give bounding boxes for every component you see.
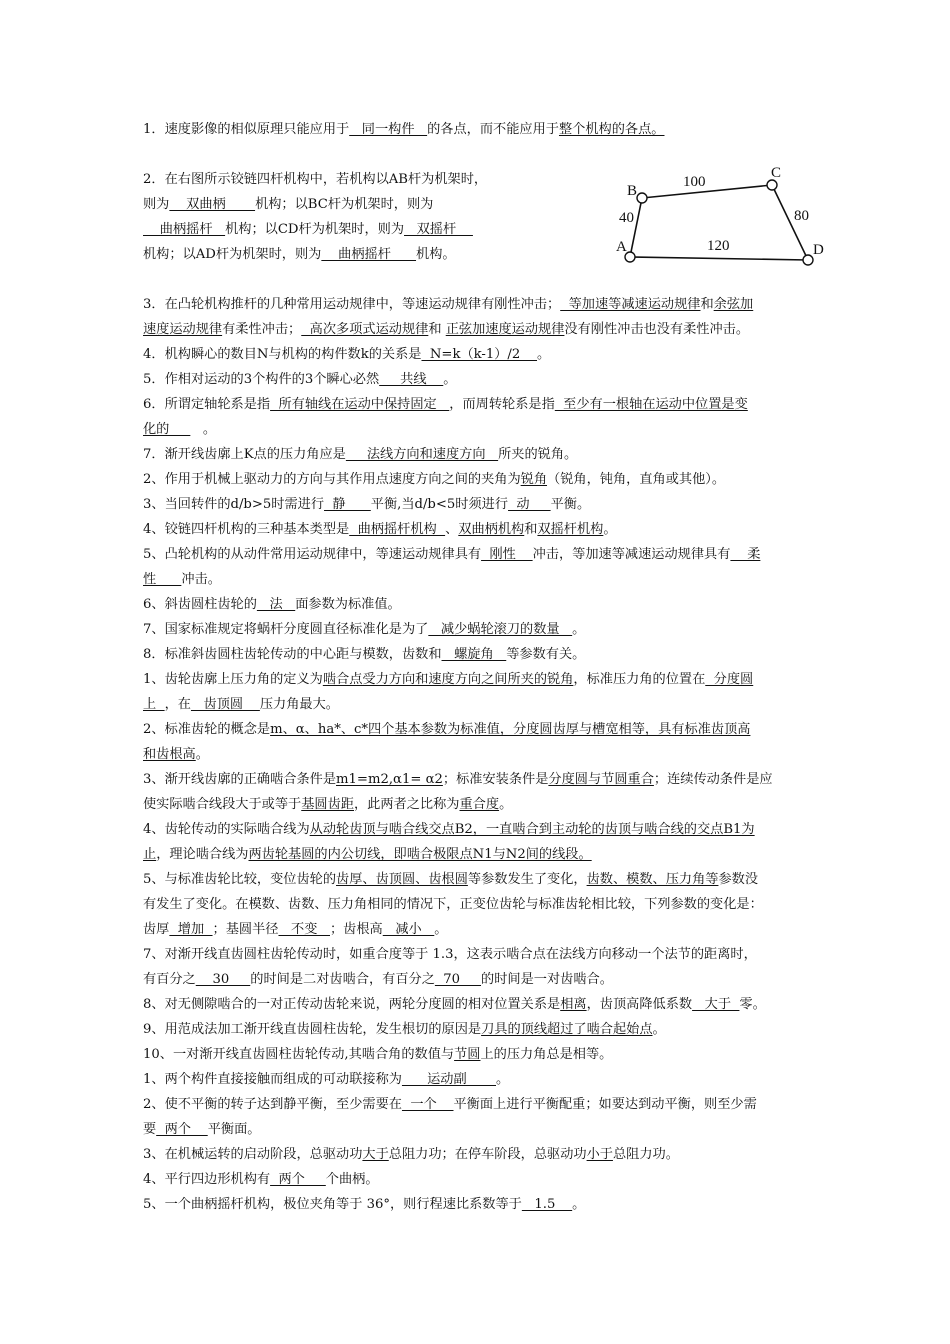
answer-blank: 静	[324, 497, 371, 512]
answer-blank: 化的	[143, 422, 191, 437]
text-line	[143, 472, 725, 488]
text-line	[143, 1097, 757, 1113]
question-text: 。	[443, 372, 457, 387]
question-text: 6．所谓定轴轮系是指	[143, 397, 271, 412]
answer-blank: 共线	[379, 372, 444, 387]
question-text: 个曲柄。	[325, 1172, 379, 1187]
question-text: 1．速度影像的相似原理只能应用于	[143, 122, 350, 137]
text-line	[143, 497, 590, 513]
answer-blank: 相离	[560, 997, 587, 1012]
text-line	[143, 1172, 379, 1188]
text-line	[143, 647, 585, 663]
question-text: 要	[143, 1122, 157, 1137]
answer-blank: 1.5	[521, 1197, 573, 1212]
question-text: ，齿顶高降低系数	[586, 997, 693, 1012]
answer-blank: 至少有一根轴在运动中位置是变	[554, 397, 748, 412]
question-text: 压力角最大。	[259, 697, 339, 712]
joint-d	[803, 255, 813, 265]
text-line	[143, 397, 748, 413]
text-line	[143, 972, 613, 988]
question-text: 机构；以CD杆为机架时，则为	[225, 222, 405, 237]
answer-blank: N=k（k-1）/2	[421, 347, 538, 362]
question-text: 。	[603, 522, 617, 537]
question-text: 。	[572, 1197, 586, 1212]
text-line	[143, 297, 753, 313]
text-line	[143, 522, 617, 538]
question-text: 3、当回转件的d/b>5时需进行	[143, 497, 325, 512]
question-text: 7、国家标准规定将蜗杆分度圆直径标准化是为了	[143, 622, 429, 637]
question-text: 平衡面。	[207, 1122, 261, 1137]
question-text: 8、对无侧隙啮合的一对正传动齿轮来说，两轮分度圆的相对位置关系是	[143, 997, 561, 1012]
text-line	[143, 847, 592, 863]
answer-blank: 等加速等减速运动规律	[560, 297, 701, 312]
text-line	[143, 697, 339, 713]
answer-blank: 整个机构的各点。	[558, 122, 665, 137]
question-text: 所夹的锐角。	[498, 447, 578, 462]
label-c: C	[771, 165, 782, 181]
question-text: 4．机构瞬心的数目N与机构的构件数k的关系是	[143, 347, 422, 362]
question-text: ，标准压力角的位置在	[573, 672, 706, 687]
question-text: 9、用范成法加工渐开线直齿圆柱齿轮，发生根切的原因是	[143, 1022, 482, 1037]
text-line	[143, 1147, 679, 1163]
answer-blank: 增加	[169, 922, 213, 937]
question-text: 6、斜齿圆柱齿轮的	[143, 597, 257, 612]
text-line	[143, 122, 664, 138]
question-text: 上的压力角总是相等。	[480, 1047, 613, 1062]
question-text: 1、两个构件直接接触而组成的可动联接称为	[143, 1072, 402, 1087]
answer-blank: 速度运动规律	[143, 322, 223, 337]
text-line	[143, 1022, 666, 1038]
answer-blank: 刚性	[481, 547, 533, 562]
answer-blank: 减少蜗轮滚刀的数量	[428, 622, 573, 637]
text-line	[143, 422, 216, 438]
question-text: ，理论啮合线为	[156, 847, 249, 862]
answer-blank: 小于	[586, 1147, 613, 1162]
answer-blank: 动	[508, 497, 551, 512]
question-text: 、	[445, 522, 459, 537]
text-line	[143, 222, 473, 238]
answer-blank: 柔	[730, 547, 761, 562]
joint-c	[767, 180, 777, 190]
question-text: 2、标准齿轮的概念是	[143, 722, 271, 737]
question-text: 有百分之	[143, 972, 196, 987]
question-text: 。	[537, 347, 551, 362]
text-line	[143, 172, 487, 188]
answer-blank: 齿数、模数、压力角等	[586, 872, 719, 887]
answer-blank: 性	[143, 572, 182, 587]
answer-blank: 基圆齿距	[301, 797, 354, 812]
answer-blank: 上	[143, 697, 165, 712]
question-text: 机构。	[416, 247, 456, 262]
text-line	[143, 672, 753, 688]
text-line	[143, 572, 221, 588]
question-text: 面参数为标准值。	[295, 597, 401, 612]
question-text: 总阻力功。	[612, 1147, 679, 1162]
question-text: 1、齿轮齿廓上压力角的定义为	[143, 672, 323, 687]
question-text: 3、在机械运转的启动阶段，总驱动功	[143, 1147, 363, 1162]
answer-blank: 余弦加	[713, 297, 754, 312]
answer-blank: 双摇杆机构	[537, 522, 604, 537]
text-line	[143, 947, 757, 963]
question-text: 的时间是二对齿啮合，有百分之	[250, 972, 435, 987]
question-text: 。	[195, 747, 209, 762]
answer-blank: 减小	[382, 922, 435, 937]
question-text: 齿厚	[143, 922, 170, 937]
question-text: 。	[496, 1072, 510, 1087]
question-text: 4、铰链四杆机构的三种基本类型是	[143, 522, 350, 537]
length-ad: 120	[707, 238, 730, 254]
length-cd: 80	[794, 208, 809, 224]
label-d: D	[813, 242, 824, 258]
question-text: 和	[524, 522, 538, 537]
question-text: 5、与标准齿轮比较，变位齿轮的	[143, 872, 337, 887]
length-bc: 100	[683, 174, 706, 190]
question-text: 的各点，而不能应用于	[427, 122, 559, 137]
question-text: ，在	[164, 697, 191, 712]
text-line	[143, 597, 401, 613]
question-text: 5、凸轮机构的从动件常用运动规律中，等速运动规律具有	[143, 547, 482, 562]
text-line	[143, 1047, 612, 1063]
question-text: 3、渐开线齿廓的正确啮合条件是	[143, 772, 337, 787]
answer-blank: m1=m2,α1= α2	[336, 772, 443, 787]
text-line	[143, 722, 750, 738]
question-text: ；基圆半径	[212, 922, 279, 937]
question-text: 2、作用于机械上驱动力的方向与其作用点速度方向之间的夹角为	[143, 472, 521, 487]
answer-blank: 曲柄摇杆	[143, 222, 226, 237]
text-line	[143, 447, 577, 463]
question-text: 平衡。	[550, 497, 591, 512]
question-text: 10、一对渐开线直齿圆柱齿轮传动,其啮合角的数值与	[143, 1047, 455, 1062]
answer-blank: 70	[434, 972, 482, 987]
answer-blank: m、α、ha*、c*四个基本参数为标准值，分度圆齿厚与槽宽相等，具有标准齿顶高	[270, 722, 751, 737]
text-line	[143, 1197, 585, 1213]
question-text: 等参数有关。	[506, 647, 586, 662]
question-text: 2．在右图所示铰链四杆机构中，若机构以AB杆为机架时，	[143, 172, 488, 187]
question-text: ；齿根高	[330, 922, 383, 937]
question-text: 和	[428, 322, 446, 337]
question-text: 5．作相对运动的3个构件的3个瞬心必然	[143, 372, 380, 387]
answer-blank: 大于	[362, 1147, 389, 1162]
answer-blank: 两齿轮基圆的内公切线，即啮合极限点N1与N2间的线段。	[248, 847, 592, 862]
answer-blank: 不变	[278, 922, 330, 937]
question-text: 8．标准斜齿圆柱齿轮传动的中心距与模数，齿数和	[143, 647, 442, 662]
question-text: 等参数发生了变化，	[467, 872, 587, 887]
answer-blank: 同一构件	[349, 122, 428, 137]
four-bar-linkage-diagram	[610, 160, 850, 275]
question-text: 则为	[143, 197, 170, 212]
question-text: 总阻力功；在停车阶段，总驱动功	[388, 1147, 587, 1162]
question-text: （锐角，钝角，直角或其他）。	[547, 472, 726, 487]
text-line	[143, 372, 456, 388]
length-ab: 40	[619, 210, 634, 226]
question-text: 。	[434, 922, 448, 937]
answer-blank: 曲柄摇杆机构	[349, 522, 446, 537]
joint-b	[637, 193, 647, 203]
question-text: 机构；以AD杆为机架时，则为	[143, 247, 322, 262]
question-text: 。	[499, 797, 513, 812]
question-text: 。	[190, 422, 217, 437]
question-text: 和	[700, 297, 714, 312]
answer-blank: 30	[195, 972, 251, 987]
text-line	[143, 1072, 509, 1088]
question-text: 使实际啮合线段大于或等于	[143, 797, 302, 812]
question-text: 零。	[739, 997, 766, 1012]
answer-blank: 节圆	[454, 1047, 481, 1062]
question-text: ，而周转轮系是指	[449, 397, 555, 412]
answer-blank: 一个	[401, 1097, 454, 1112]
text-line	[143, 922, 447, 938]
question-text: 4、齿轮传动的实际啮合线为	[143, 822, 310, 837]
answer-blank: 高次多项式运动规律	[301, 322, 429, 337]
question-text: 4、平行四边形机构有	[143, 1172, 271, 1187]
question-text: 没有刚性冲击也没有柔性冲击。	[564, 322, 750, 337]
question-text: ；连续传动条件是应	[653, 772, 773, 787]
answer-blank: 大于	[692, 997, 740, 1012]
text-line	[143, 547, 760, 563]
label-b: B	[627, 183, 638, 199]
answer-blank: 曲柄摇杆	[321, 247, 417, 262]
text-line	[143, 822, 755, 838]
question-text: 5、一个曲柄摇杆机构，极位夹角等于 36°，则行程速比系数等于	[143, 1197, 522, 1212]
answer-blank: 刀具的顶线超过了啮合起始点	[481, 1022, 653, 1037]
answer-blank: 从动轮齿顶与啮合线交点B2，一直啮合到主动轮的齿顶与啮合线的交点B1为	[309, 822, 755, 837]
answer-blank: 重合度	[459, 797, 500, 812]
text-line	[143, 797, 512, 813]
text-line	[143, 197, 433, 213]
text-line	[143, 247, 456, 263]
text-line	[143, 622, 585, 638]
text-line	[143, 322, 749, 338]
question-text: 冲击，等加速等减速运动规律具有	[532, 547, 731, 562]
answer-blank: 两个	[156, 1122, 208, 1137]
question-text: 平衡,当d/b<5时须进行	[370, 497, 509, 512]
question-text: 机构；以BC杆为机架时，则为	[255, 197, 434, 212]
answer-blank: 齿顶圆	[190, 697, 260, 712]
answer-blank: 啮合点受力方向和速度方向之间所夹的锐角	[322, 672, 574, 687]
question-text: 7．渐开线齿廓上K点的压力角应是	[143, 447, 346, 462]
text-line	[143, 897, 763, 913]
answer-blank: 所有轴线在运动中保持固定	[270, 397, 450, 412]
question-text: 的时间是一对齿啮合。	[481, 972, 613, 987]
text-line	[143, 1122, 260, 1138]
question-text: 冲击。	[181, 572, 221, 587]
text-line	[143, 997, 766, 1013]
answer-blank: 正弦加速度运动规律	[445, 322, 565, 337]
answer-blank: 双曲柄	[169, 197, 256, 212]
answer-blank: 止	[143, 847, 157, 862]
question-text: ，此两者之比称为	[354, 797, 460, 812]
question-text: 参数没	[718, 872, 759, 887]
answer-blank: 运动副	[401, 1072, 497, 1087]
question-text: 7、对渐开线直齿圆柱齿轮传动时，如重合度等于 1.3，这表示啮合点在法线方向移动一个法节的距离时，	[143, 947, 757, 962]
text-line	[143, 347, 550, 363]
question-text: 。	[572, 622, 586, 637]
question-text: 有柔性冲击；	[222, 322, 302, 337]
text-line	[143, 772, 773, 788]
answer-blank: 两个	[270, 1172, 326, 1187]
answer-blank: 分度圆与节圆重合	[548, 772, 654, 787]
answer-blank: 法	[256, 597, 296, 612]
text-line	[143, 872, 758, 888]
answer-blank: 和齿根高	[143, 747, 196, 762]
answer-blank: 螺旋角	[441, 647, 507, 662]
answer-blank: 分度圆	[705, 672, 754, 687]
question-text: ；标准安装条件是	[442, 772, 549, 787]
answer-blank: 锐角	[520, 472, 548, 487]
text-line	[143, 747, 209, 763]
question-text: 有发生了变化。在模数、齿数、压力角相同的情况下，正变位齿轮与标准齿轮相比较，下列参数的变化是：	[143, 897, 763, 912]
answer-blank: 齿厚、齿顶圆、齿根圆	[336, 872, 468, 887]
label-a: A	[616, 239, 627, 255]
answer-blank: 双曲柄机构	[458, 522, 525, 537]
question-text: 。	[652, 1022, 666, 1037]
answer-blank: 双摇杆	[404, 222, 473, 237]
question-text: 2、使不平衡的转子达到静平衡，至少需要在	[143, 1097, 402, 1112]
answer-blank: 法线方向和速度方向	[345, 447, 499, 462]
question-text: 3．在凸轮机构推杆的几种常用运动规律中，等速运动规律有刚性冲击；	[143, 297, 561, 312]
question-text: 平衡面上进行平衡配重；如要达到动平衡，则至少需	[453, 1097, 757, 1112]
